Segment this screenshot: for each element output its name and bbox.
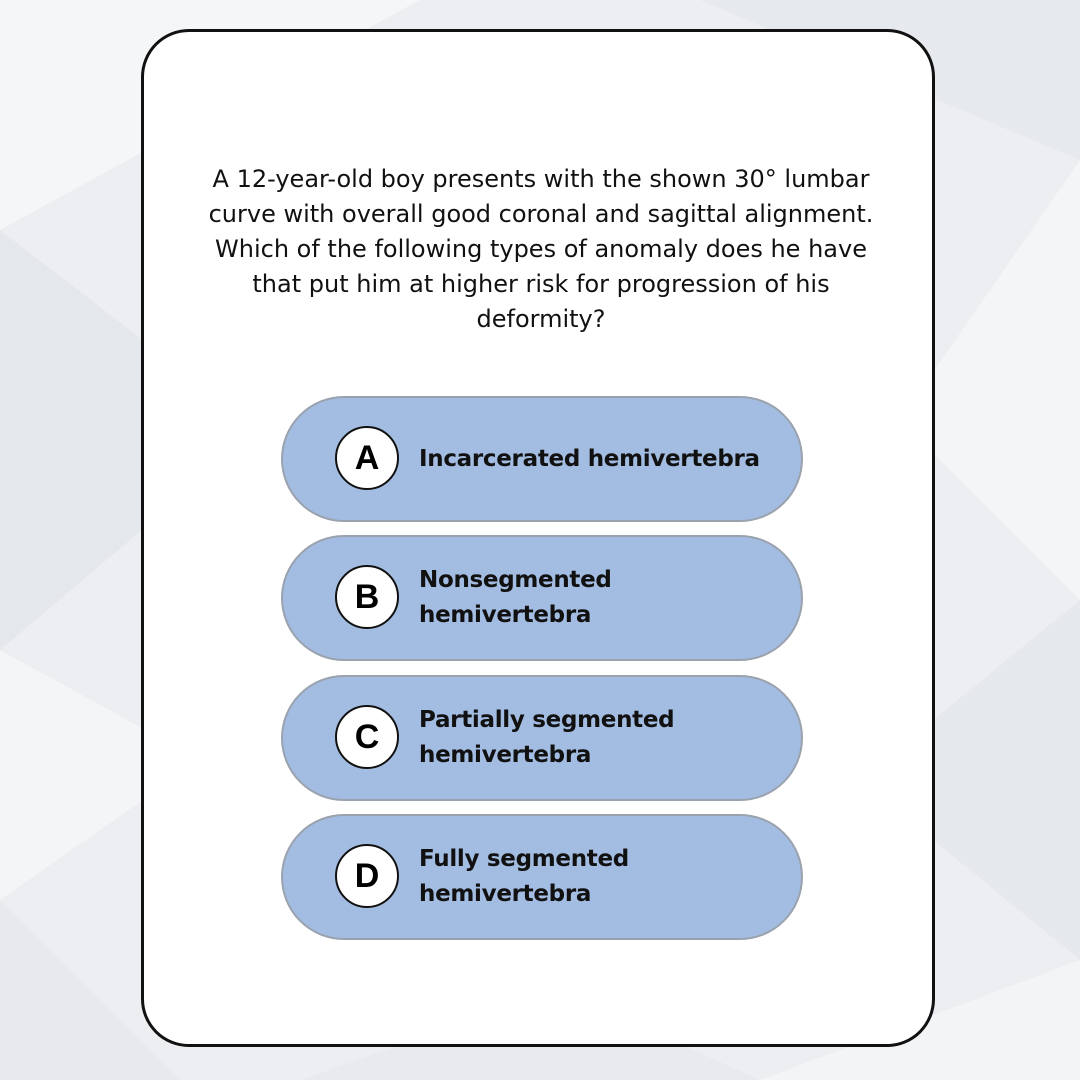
option-c-label: Partially segmented hemivertebra: [419, 707, 675, 768]
option-b-label: Nonsegmented hemivertebra: [419, 567, 612, 628]
option-a-button[interactable]: [281, 396, 803, 522]
option-a-label: Incarcerated hemivertebra: [419, 445, 760, 472]
option-b-letter: B: [335, 565, 399, 629]
question-card: [141, 29, 935, 1047]
option-b-button[interactable]: [281, 535, 803, 661]
option-a-letter: A: [335, 426, 399, 490]
option-d-label: Fully segmented hemivertebra: [419, 846, 629, 907]
option-d-letter: D: [335, 844, 399, 908]
option-c-letter: C: [335, 705, 399, 769]
option-d-button[interactable]: [281, 814, 803, 940]
option-c-button[interactable]: [281, 675, 803, 801]
question-text: A 12-year-old boy presents with the shown 30° lumbar curve with overall good coronal and sagittal alignment. Which of the following types of anomaly does he have that put him at higher risk for progression of his deformity?: [208, 165, 874, 333]
